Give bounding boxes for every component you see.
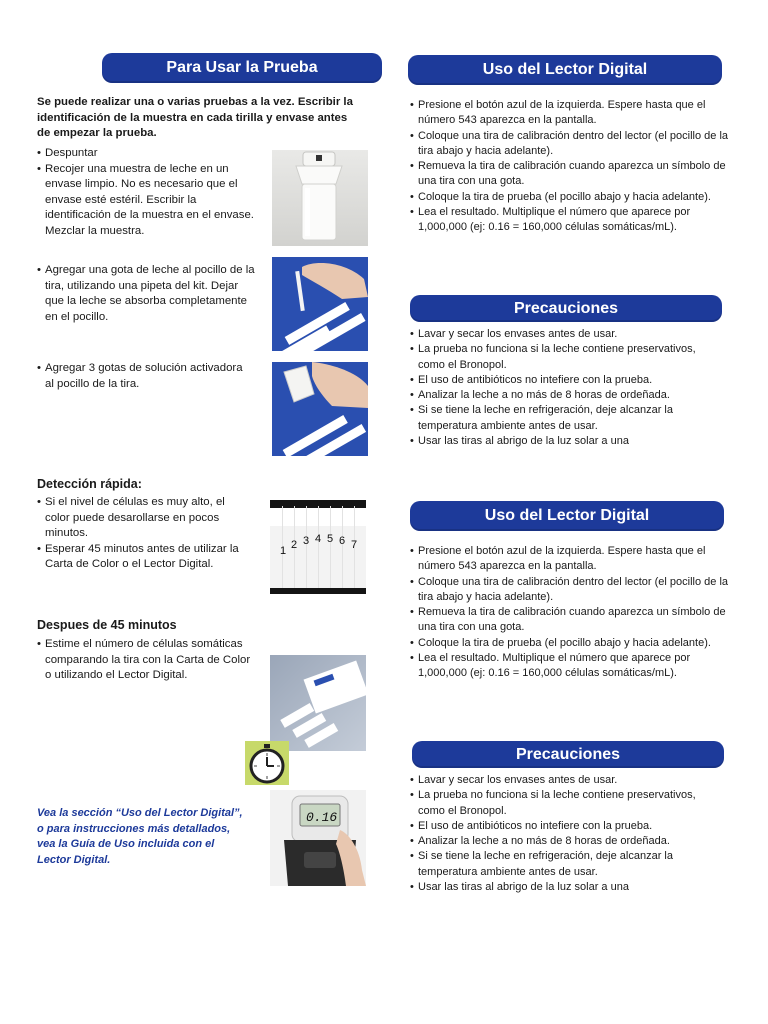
list-item: • Lea el resultado. Multiplique el número que aparece por 1,000,000 (ej: 0.16 = 160,000 células somáticas/mL). bbox=[410, 205, 732, 236]
precautions-list-1 bbox=[410, 327, 720, 449]
list-item: • El uso de antibióticos no intefiere con la prueba. bbox=[410, 819, 720, 834]
sample-container-icon bbox=[272, 150, 368, 246]
color-chart-icon bbox=[270, 655, 366, 751]
after-45-title: Despues de 45 minutos bbox=[37, 618, 177, 632]
list-item: • Analizar la leche a no más de 8 horas de ordeñada. bbox=[410, 388, 720, 403]
list-item: • Usar las tiras al abrigo de la luz solar a una bbox=[410, 434, 720, 449]
strip-number: 1 bbox=[280, 545, 287, 557]
list-item: • Coloque una tira de calibración dentro del lector (el pocillo de la tira abajo y hacia adelante). bbox=[410, 129, 732, 160]
list-item: • Usar las tiras al abrigo de la luz solar a una bbox=[410, 880, 720, 895]
rapid-detection-title: Detección rápida: bbox=[37, 477, 142, 491]
intro-text: Se puede realizar una o varias pruebas a la vez. Escribir la identificación de la muestra en cada tirilla y envase antes de empezar la prueba. bbox=[37, 96, 353, 140]
list-item: • Esperar 45 minutos antes de utilizar la Carta de Color o el Lector Digital. bbox=[37, 542, 247, 573]
list-item: • Agregar 3 gotas de solución activadora al pocillo de la tira. bbox=[37, 361, 252, 392]
list-item: • Coloque la tira de prueba (el pocillo abajo y hacia adelante). bbox=[410, 190, 732, 205]
list-item: • Si se tiene la leche en refrigeración, deje alcanzar la temperatura ambiente antes de usar. bbox=[410, 849, 720, 880]
list-item: • Lavar y secar los envases antes de usar. bbox=[410, 773, 720, 788]
list-item: • Remueva la tira de calibración cuando aparezca un símbolo de una tira con una gota. bbox=[410, 605, 732, 636]
reader-display-value: 0.16 bbox=[306, 810, 338, 825]
list-item: • Si se tiene la leche en refrigeración, deje alcanzar la temperatura ambiente antes de usar. bbox=[410, 403, 720, 434]
list-item: • Coloque la tira de prueba (el pocillo abajo y hacia adelante). bbox=[410, 636, 732, 651]
precautions-list-2 bbox=[410, 773, 720, 895]
left-header: Para Usar la Prueba bbox=[102, 53, 382, 83]
strip-number: 7 bbox=[351, 539, 358, 551]
reader-list-2 bbox=[410, 544, 732, 682]
list-item: • Lavar y secar los envases antes de usar. bbox=[410, 327, 720, 342]
step3-list bbox=[37, 361, 252, 392]
precautions-header-2: Precauciones bbox=[412, 741, 724, 768]
list-item: • El uso de antibióticos no intefiere con la prueba. bbox=[410, 373, 720, 388]
activator-bottle-icon bbox=[272, 362, 368, 456]
numbered-strips-photo bbox=[270, 500, 366, 594]
reader-note: Vea la sección “Uso del Lector Digital”, o para instrucciones más detallados, vea la Guía de Uso incluida con el Lector Digital. bbox=[37, 807, 243, 866]
list-item: • Presione el botón azul de la izquierda. Espere hasta que el número 543 aparezca en la pantalla. bbox=[410, 98, 732, 129]
list-item: • La prueba no funciona si la leche contiene preservativos, como el Bronopol. bbox=[410, 788, 720, 819]
strips-icon bbox=[270, 500, 366, 594]
digital-reader-photo bbox=[270, 790, 366, 886]
list-item: • Coloque una tira de calibración dentro del lector (el pocillo de la tira abajo y hacia adelante). bbox=[410, 575, 732, 606]
list-item: • Remueva la tira de calibración cuando aparezca un símbolo de una tira con una gota. bbox=[410, 159, 732, 190]
precautions-header-1: Precauciones bbox=[410, 295, 722, 322]
sample-container-photo bbox=[272, 150, 368, 246]
list-item: • Despuntar bbox=[37, 146, 257, 162]
stopwatch-icon bbox=[245, 741, 289, 785]
list-item: • Recojer una muestra de leche en un envase limpio. No es necesario que el envase esté estéril. Escribir la identificación de la muestra en el envase. Mezclar la muestra. bbox=[37, 162, 257, 240]
list-item: • Estime el número de células somáticas comparando la tira con la Carta de Color o utilizando el Lector Digital. bbox=[37, 637, 251, 684]
color-chart-photo bbox=[270, 655, 366, 751]
activator-drops-photo bbox=[272, 362, 368, 456]
list-item: • La prueba no funciona si la leche contiene preservativos, como el Bronopol. bbox=[410, 342, 720, 373]
strip-number: 2 bbox=[291, 539, 298, 551]
list-item: • Lea el resultado. Multiplique el número que aparece por 1,000,000 (ej: 0.16 = 160,000 células somáticas/mL). bbox=[410, 651, 732, 682]
step2-list bbox=[37, 263, 255, 325]
strip-number: 4 bbox=[315, 533, 322, 545]
list-item: • Presione el botón azul de la izquierda. Espere hasta que el número 543 aparezca en la pantalla. bbox=[410, 544, 732, 575]
reader-list-1 bbox=[410, 98, 732, 236]
rapid-detection-list bbox=[37, 495, 247, 573]
reader-header-1: Uso del Lector Digital bbox=[408, 55, 722, 85]
pipette-strip-photo bbox=[272, 257, 368, 351]
digital-reader-icon bbox=[270, 790, 366, 886]
timer-icon-box bbox=[245, 741, 289, 785]
list-item: • Analizar la leche a no más de 8 horas de ordeñada. bbox=[410, 834, 720, 849]
step1-list bbox=[37, 146, 257, 240]
pipette-drop-icon bbox=[272, 257, 368, 351]
list-item: • Si el nivel de células es muy alto, el color puede desarollarse en pocos minutos. bbox=[37, 495, 247, 542]
reader-header-2: Uso del Lector Digital bbox=[410, 501, 724, 531]
after-45-list bbox=[37, 637, 251, 684]
strip-number: 6 bbox=[339, 535, 346, 547]
list-item: • Agregar una gota de leche al pocillo de la tira, utilizando una pipeta del kit. Dejar que la leche se absorba completamente en el pocillo. bbox=[37, 263, 255, 325]
strip-number: 3 bbox=[303, 535, 310, 547]
strip-number: 5 bbox=[327, 533, 334, 545]
